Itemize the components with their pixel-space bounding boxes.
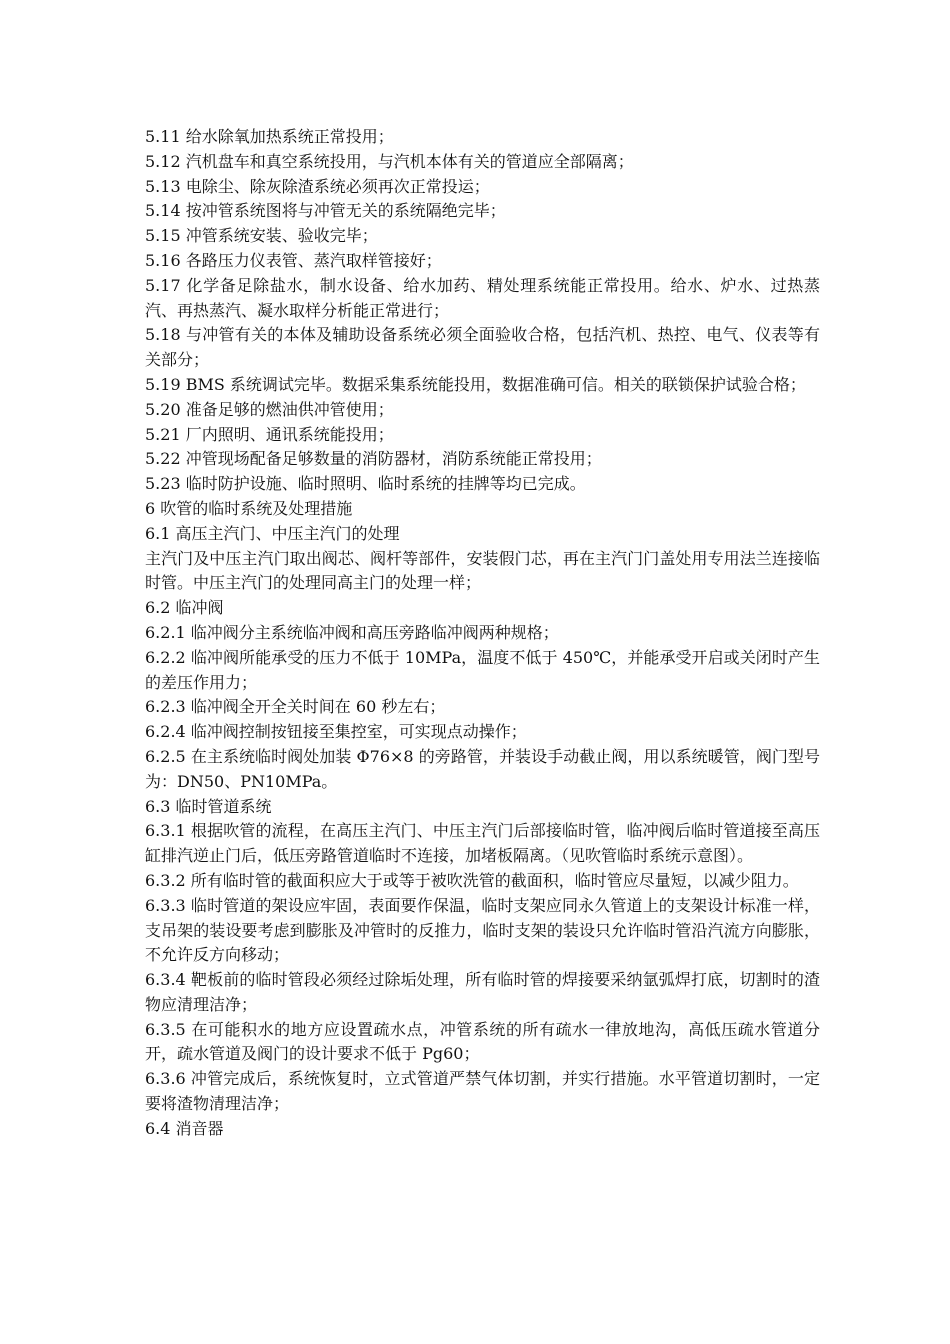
paragraph-6-3-5: 6.3.5 在可能积水的地方应设置疏水点，冲管系统的所有疏水一律放地沟，高低压疏水管道分开，疏水管道及阀门的设计要求不低于 Pg60；	[145, 1019, 820, 1064]
paragraph-6-1-body: 主汽门及中压主汽门取出阀芯、阀杆等部件，安装假门芯，再在主汽门门盖处用专用法兰连接临时管。中压主汽门的处理同高主门的处理一样；	[145, 548, 820, 593]
paragraph-5-12: 5.12 汽机盘车和真空系统投用，与汽机本体有关的管道应全部隔离；	[145, 151, 634, 171]
paragraph-5-21: 5.21 厂内照明、通讯系统能投用；	[145, 424, 394, 444]
paragraph-5-16: 5.16 各路压力仪表管、蒸汽取样管接好；	[145, 250, 442, 270]
paragraph-5-18: 5.18 与冲管有关的本体及辅助设备系统必须全面验收合格，包括汽机、热控、电气、仪表等有关部分；	[145, 325, 820, 370]
paragraph-5-19: 5.19 BMS 系统调试完毕。数据采集系统能投用，数据准确可信。相关的联锁保护试验合格；	[145, 374, 806, 394]
subsection-heading-6-4: 6.4 消音器	[145, 1118, 224, 1138]
paragraph-5-17: 5.17 化学备足除盐水，制水设备、给水加药、精处理系统能正常投用。给水、炉水、过热蒸汽、再热蒸汽、凝水取样分析能正常进行；	[145, 275, 820, 320]
paragraph-6-2-2: 6.2.2 临冲阀所能承受的压力不低于 10MPa，温度不低于 450℃，并能承受开启或关闭时产生的差压作用力；	[145, 647, 820, 692]
subsection-heading-6-2: 6.2 临冲阀	[145, 598, 224, 618]
paragraph-6-3-4: 6.3.4 靶板前的临时管段必须经过除垢处理，所有临时管的焊接要采纳氩弧焊打底，切割时的渣物应清理洁净；	[145, 970, 820, 1014]
paragraph-6-3-2: 6.3.2 所有临时管的截面积应大于或等于被吹洗管的截面积，临时管应尽量短，以减少阻力。	[145, 870, 799, 890]
paragraph-5-15: 5.15 冲管系统安装、验收完毕；	[145, 226, 378, 246]
paragraph-5-14: 5.14 按冲管系统图将与冲管无关的系统隔绝完毕；	[145, 201, 506, 221]
document-body	[145, 125, 820, 1142]
paragraph-6-2-3: 6.2.3 临冲阀全开全关时间在 60 秒左右；	[145, 697, 446, 717]
paragraph-6-3-6: 6.3.6 冲管完成后，系统恢复时，立式管道严禁气体切割，并实行措施。水平管道切割时，一定要将渣物清理洁净；	[145, 1069, 820, 1114]
paragraph-5-22: 5.22 冲管现场配备足够数量的消防器材，消防系统能正常投用；	[145, 449, 602, 469]
paragraph-6-2-5: 6.2.5 在主系统临时阀处加装 Φ76×8 的旁路管，并装设手动截止阀，用以系统暖管，阀门型号为：DN50、PN10MPa。	[145, 746, 820, 791]
paragraph-5-11: 5.11 给水除氧加热系统正常投用；	[145, 127, 394, 146]
paragraph-5-23: 5.23 临时防护设施、临时照明、临时系统的挂牌等均已完成。	[145, 474, 586, 494]
paragraph-5-20: 5.20 准备足够的燃油供冲管使用；	[145, 399, 394, 419]
subsection-heading-6-1: 6.1 高压主汽门、中压主汽门的处理	[145, 523, 400, 543]
paragraph-6-3-1: 6.3.1 根据吹管的流程，在高压主汽门、中压主汽门后部接临时管，临冲阀后临时管道接至高压缸排汽逆止门后，低压旁路管道临时不连接，加堵板隔离。（见吹管临时系统示意图）。	[145, 821, 820, 866]
section-heading-6: 6 吹管的临时系统及处理措施	[145, 498, 353, 518]
paragraph-6-2-4: 6.2.4 临冲阀控制按钮接至集控室，可实现点动操作；	[145, 722, 527, 742]
paragraph-5-13: 5.13 电除尘、除灰除渣系统必须再次正常投运；	[145, 176, 490, 196]
subsection-heading-6-3: 6.3 临时管道系统	[145, 796, 272, 816]
paragraph-6-2-1: 6.2.1 临冲阀分主系统临冲阀和高压旁路临冲阀两种规格；	[145, 622, 559, 642]
paragraph-6-3-3: 6.3.3 临时管道的架设应牢固，表面要作保温，临时支架应同永久管道上的支架设计标准一样，支吊架的装设要考虑到膨胀及冲管时的反推力，临时支架的装设只允许临时管沿汽流方向膨胀，不允许反方向移动；	[145, 895, 820, 965]
